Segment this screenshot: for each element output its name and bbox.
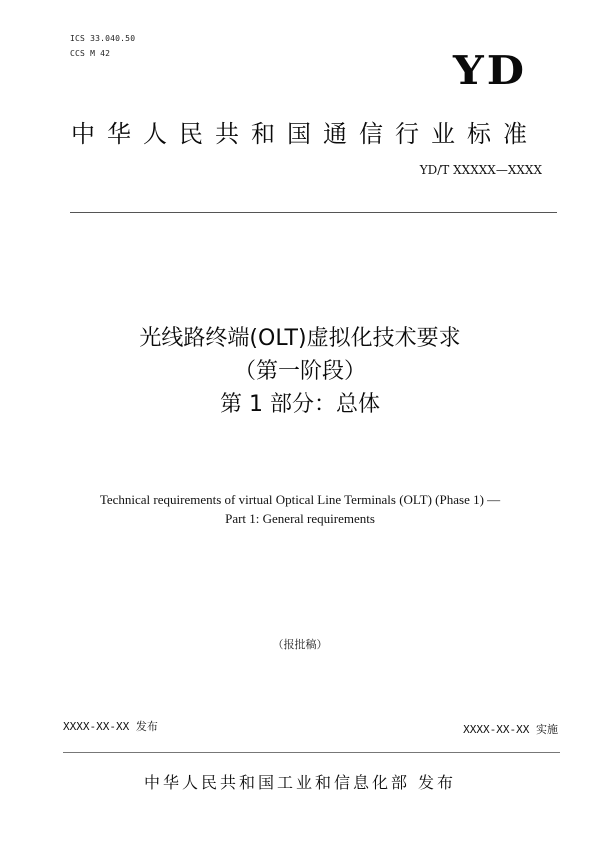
chinese-title <box>0 322 600 421</box>
draft-status: （报批稿） <box>272 638 328 651</box>
publisher: 中华人民共和国工业和信息化部 发布 <box>143 773 457 792</box>
title-line-3: 第 1 部分：总体 <box>220 392 380 417</box>
bottom-divider <box>63 752 560 753</box>
ics-code: ICS 33.040.50 <box>70 34 136 43</box>
issue-date: XXXX-XX-XX 发布 <box>63 720 158 733</box>
english-title <box>0 490 600 528</box>
english-title-line-1: Technical requirements of virtual Optical Line Terminals (OLT) (Phase 1) — <box>99 492 501 507</box>
title-line-1: 光线路终端(OLT)虚拟化技术要求 <box>139 326 461 351</box>
organization-title: 中华人民共和国通信行业标准 <box>71 120 539 148</box>
title-line-2: （第一阶段） <box>233 359 366 384</box>
classification-codes <box>70 31 135 61</box>
standard-number: YD/T XXXXX—XXXX <box>419 163 542 177</box>
yd-logo: YD <box>453 48 527 95</box>
ccs-code: CCS M 42 <box>70 49 111 58</box>
implementation-date: XXXX-XX-XX 实施 <box>463 723 558 736</box>
top-divider <box>70 212 557 213</box>
english-title-line-2: Part 1: General requirements <box>225 511 375 526</box>
